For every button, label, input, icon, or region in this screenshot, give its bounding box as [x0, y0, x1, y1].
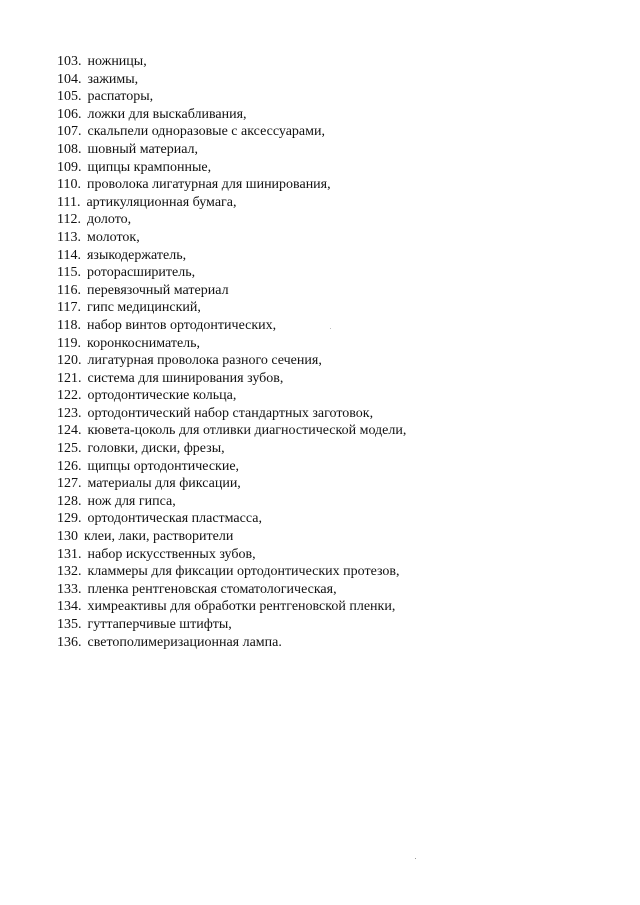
item-number: 131.	[57, 546, 82, 562]
item-number: 121.	[57, 370, 82, 386]
item-number: 116.	[57, 282, 81, 298]
list-item	[57, 247, 406, 265]
item-number: 113.	[57, 229, 81, 245]
item-number: 125.	[57, 441, 82, 457]
item-text: артикуляционная бумага,	[86, 194, 237, 210]
item-text: светополимеризационная лампа.	[87, 634, 282, 650]
item-text: щипцы ортодонтические,	[87, 458, 240, 474]
list-item	[57, 528, 406, 546]
item-number: 127.	[57, 476, 82, 492]
item-number: 115.	[57, 265, 81, 281]
list-item	[57, 229, 406, 247]
item-number: 135.	[57, 617, 82, 632]
list-item	[57, 440, 406, 458]
item-text: распаторы,	[87, 89, 154, 105]
item-text: скальпели одноразовые с аксессуарами,	[87, 124, 325, 140]
list-item	[57, 141, 406, 159]
item-text: роторасширитель,	[86, 265, 196, 281]
list-item	[57, 475, 406, 493]
item-text: пленка рентгеновская стоматологическая,	[87, 581, 337, 597]
list-item	[57, 317, 406, 335]
list-item	[57, 282, 406, 300]
item-text: нож для гипса,	[87, 493, 176, 509]
item-number: 103.	[57, 54, 82, 69]
item-text: языкодержатель,	[86, 247, 187, 263]
item-number: 132.	[57, 564, 82, 580]
item-text: ортодонтические кольца,	[87, 388, 237, 404]
item-number: 110.	[57, 177, 81, 193]
list-item	[57, 458, 406, 476]
item-text: шовный материал,	[87, 141, 199, 157]
list-item	[57, 71, 406, 89]
list-item	[57, 211, 406, 229]
list-item	[57, 510, 406, 528]
list-item	[57, 352, 406, 370]
list-item	[57, 106, 406, 124]
scan-speck	[330, 328, 331, 329]
item-text: гипс медицинский,	[86, 300, 201, 316]
item-text: долото,	[86, 212, 132, 228]
item-text: набор винтов ортодонтических,	[86, 317, 277, 333]
item-number: 112.	[57, 212, 81, 228]
item-text: коронкосниматель,	[86, 335, 201, 351]
item-text: молоток,	[86, 229, 140, 245]
list-item	[57, 264, 406, 282]
item-text: перевязочный материал	[86, 282, 229, 298]
item-number: 129.	[57, 511, 82, 527]
item-text: ортодонтическая пластмасса,	[87, 511, 262, 527]
list-item	[57, 194, 406, 212]
item-text: клеи, лаки, растворители	[84, 529, 234, 545]
item-number: 133.	[57, 581, 82, 597]
list-item	[57, 598, 406, 616]
item-number: 134.	[57, 599, 82, 615]
list-item	[57, 159, 406, 177]
item-number: 126.	[57, 458, 82, 474]
item-text: гуттаперчивые штифты,	[87, 617, 232, 632]
item-text: химреактивы для обработки рентгеновской пленки,	[87, 599, 396, 615]
list-item	[57, 563, 406, 581]
scan-speck	[415, 858, 416, 859]
list-item	[57, 581, 406, 599]
item-text: материалы для фиксации,	[87, 476, 241, 492]
list-item	[57, 299, 406, 317]
item-number: 108.	[57, 141, 82, 157]
item-number: 119.	[57, 335, 81, 351]
list-item	[57, 335, 406, 353]
item-text: система для шинирования зубов,	[87, 370, 284, 386]
list-item	[57, 176, 406, 194]
item-text: зажимы,	[87, 71, 139, 87]
list-item	[57, 422, 406, 440]
equipment-list	[57, 53, 406, 651]
list-item	[57, 53, 406, 71]
item-number: 111.	[57, 194, 81, 210]
item-number: 117.	[57, 300, 81, 316]
item-number: 107.	[57, 124, 82, 140]
list-item	[57, 405, 406, 423]
list-item	[57, 634, 406, 652]
item-text: ножницы,	[87, 54, 147, 69]
item-number: 123.	[57, 405, 82, 421]
item-number: 118.	[57, 317, 81, 333]
item-number: 109.	[57, 159, 82, 175]
item-text: лигатурная проволока разного сечения,	[87, 353, 322, 369]
list-item	[57, 616, 406, 634]
item-text: ортодонтический набор стандартных заготовок,	[87, 405, 374, 421]
item-number: 128.	[57, 493, 82, 509]
item-text: набор искусственных зубов,	[87, 546, 256, 562]
item-text: кювета-цоколь для отливки диагностической модели,	[87, 423, 407, 439]
item-text: головки, диски, фрезы,	[87, 441, 225, 457]
item-number: 124.	[57, 423, 82, 439]
item-number: 114.	[57, 247, 81, 263]
item-number: 122.	[57, 388, 82, 404]
item-number: 120.	[57, 353, 82, 369]
list-item	[57, 493, 406, 511]
item-text: кламмеры для фиксации ортодонтических протезов,	[87, 564, 400, 580]
list-item	[57, 387, 406, 405]
item-number: 136.	[57, 634, 82, 650]
list-item	[57, 88, 406, 106]
item-number: 106.	[57, 106, 82, 122]
list-item	[57, 370, 406, 388]
list-item	[57, 546, 406, 564]
item-number: 104.	[57, 71, 82, 87]
item-text: щипцы крампонные,	[87, 159, 212, 175]
list-item	[57, 123, 406, 141]
item-text: ложки для выскабливания,	[87, 106, 247, 122]
item-number: 130	[57, 529, 78, 545]
item-number: 105.	[57, 89, 82, 105]
item-text: проволока лигатурная для шинирования,	[86, 177, 331, 193]
